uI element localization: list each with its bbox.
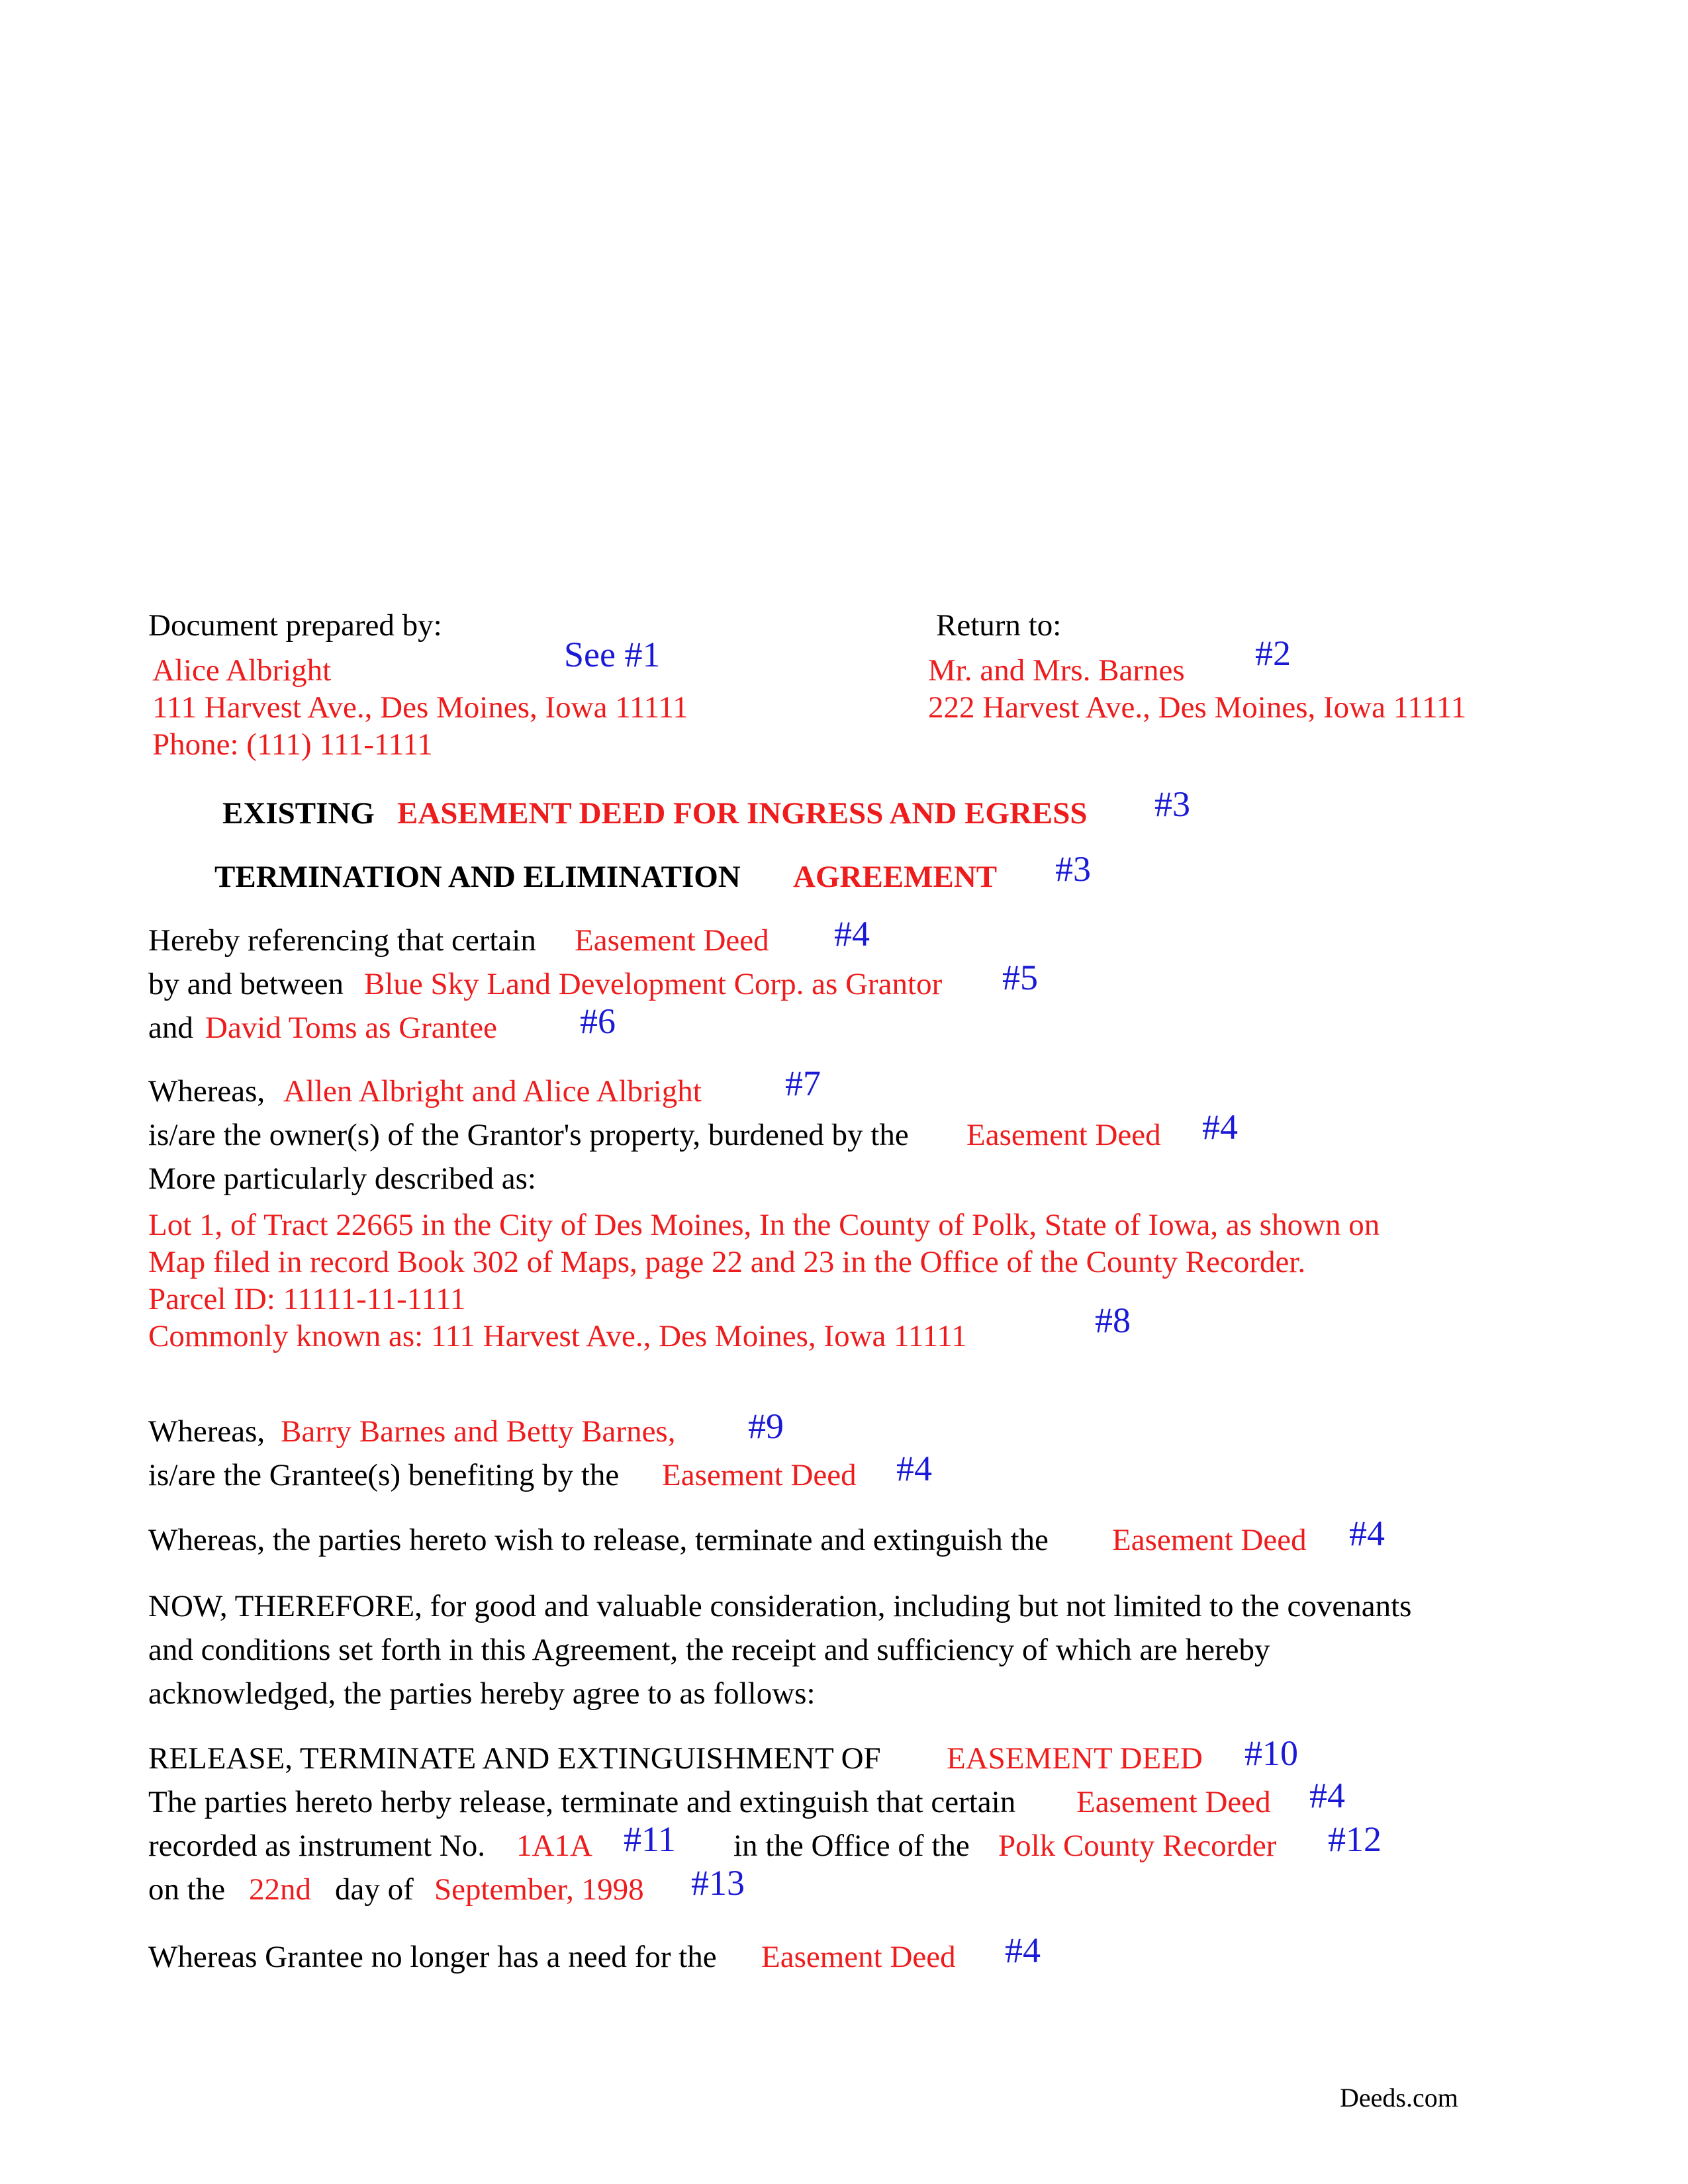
no-need-text: Whereas Grantee no longer has a need for the	[148, 1940, 717, 1974]
release-line4-text: on the	[148, 1872, 226, 1907]
legal-description-line1: Lot 1, of Tract 22665 in the City of Des Moines, In the County of Polk, State of Iowa, as shown on	[148, 1208, 1380, 1242]
consideration-line1: NOW, THEREFORE, for good and valuable consideration, including but not limited to the covenants	[148, 1589, 1412, 1623]
reference-line3-marker: #6	[580, 1001, 616, 1041]
prepared-by-label: Document prepared by:	[148, 608, 442, 643]
reference-line1-text: Hereby referencing that certain	[148, 923, 536, 958]
preparer-name: Alice Albright	[152, 653, 332, 688]
reference-line3-text: and	[148, 1011, 193, 1045]
release-line2-fill: Easement Deed	[1076, 1785, 1271, 1819]
recorder-office: Polk County Recorder	[998, 1829, 1277, 1863]
owners-line3-text: More particularly described as:	[148, 1161, 536, 1196]
release-heading-fill: EASEMENT DEED	[947, 1741, 1203, 1776]
release-heading-text: RELEASE, TERMINATE AND EXTINGUISHMENT OF	[148, 1741, 881, 1776]
wish-text: Whereas, the parties hereto wish to release, terminate and extinguish the	[148, 1523, 1049, 1557]
return-to-label: Return to:	[936, 608, 1062, 643]
title-line2-marker: #3	[1055, 849, 1091, 889]
title-line2-fill: AGREEMENT	[793, 860, 998, 894]
title-line2-prefix: TERMINATION AND ELIMINATION	[214, 860, 741, 894]
recording-date: September, 1998	[434, 1872, 644, 1907]
return-note-marker: #2	[1255, 633, 1291, 673]
reference-line2-fill: Blue Sky Land Development Corp. as Grantor	[364, 967, 943, 1001]
reference-line1-marker: #4	[834, 914, 870, 954]
owners-line1-text: Whereas,	[148, 1074, 265, 1109]
release-line4-text2: day of	[335, 1872, 414, 1907]
consideration-line2: and conditions set forth in this Agreement, the receipt and sufficiency of which are hereby	[148, 1633, 1270, 1667]
preparer-phone: Phone: (111) 111-1111	[152, 727, 433, 762]
recording-day: 22nd	[249, 1872, 311, 1907]
grantees-line2-text: is/are the Grantee(s) benefiting by the	[148, 1458, 620, 1492]
grantees-line1-text: Whereas,	[148, 1414, 265, 1449]
release-line2-text: The parties hereto herby release, terminate and extinguish that certain	[148, 1785, 1016, 1819]
legal-description-line2: Map filed in record Book 302 of Maps, page 22 and 23 in the Office of the County Recorder.	[148, 1245, 1306, 1279]
recording-date-marker: #13	[691, 1863, 745, 1903]
release-line2-marker: #4	[1309, 1776, 1345, 1815]
preparer-address: 111 Harvest Ave., Des Moines, Iowa 11111	[152, 690, 688, 725]
owners-line2-marker: #4	[1202, 1107, 1238, 1147]
preparer-note-marker: See #1	[564, 635, 661, 674]
legal-description-marker: #8	[1095, 1300, 1131, 1340]
no-need-fill: Easement Deed	[761, 1940, 956, 1974]
owners-line2-fill: Easement Deed	[966, 1118, 1161, 1152]
return-name: Mr. and Mrs. Barnes	[928, 653, 1185, 688]
release-heading-marker: #10	[1244, 1733, 1298, 1773]
title-line1-marker: #3	[1154, 784, 1190, 824]
footer-brand: Deeds.com	[1340, 2083, 1458, 2113]
consideration-line3: acknowledged, the parties hereby agree to as follows:	[148, 1676, 816, 1711]
return-address: 222 Harvest Ave., Des Moines, Iowa 11111	[928, 690, 1467, 725]
owners-line1-marker: #7	[785, 1064, 821, 1103]
reference-line2-text: by and between	[148, 967, 344, 1001]
instrument-number: 1A1A	[516, 1829, 592, 1863]
parcel-id: Parcel ID: 11111-11-1111	[148, 1282, 466, 1316]
wish-marker: #4	[1349, 1514, 1385, 1553]
title-line1-prefix: EXISTING	[222, 796, 375, 831]
grantees-line2-fill: Easement Deed	[662, 1458, 857, 1492]
owners-line1-fill: Allen Albright and Alice Albright	[283, 1074, 702, 1109]
release-line3-text: recorded as instrument No.	[148, 1829, 486, 1863]
release-line3-text2: in the Office of the	[733, 1829, 970, 1863]
reference-line2-marker: #5	[1002, 958, 1038, 997]
instrument-marker: #11	[624, 1819, 676, 1859]
reference-line3-fill: David Toms as Grantee	[205, 1011, 497, 1045]
wish-fill: Easement Deed	[1112, 1523, 1307, 1557]
grantees-line2-marker: #4	[896, 1449, 932, 1488]
owners-line2-text: is/are the owner(s) of the Grantor's property, burdened by the	[148, 1118, 909, 1152]
grantees-line1-marker: #9	[748, 1406, 784, 1446]
commonly-known-as: Commonly known as: 111 Harvest Ave., Des Moines, Iowa 11111	[148, 1319, 967, 1353]
grantees-line1-fill: Barry Barnes and Betty Barnes,	[281, 1414, 676, 1449]
recorder-office-marker: #12	[1328, 1819, 1382, 1859]
reference-line1-fill: Easement Deed	[575, 923, 769, 958]
no-need-marker: #4	[1005, 1931, 1041, 1970]
title-line1-fill: EASEMENT DEED FOR INGRESS AND EGRESS	[397, 796, 1088, 831]
